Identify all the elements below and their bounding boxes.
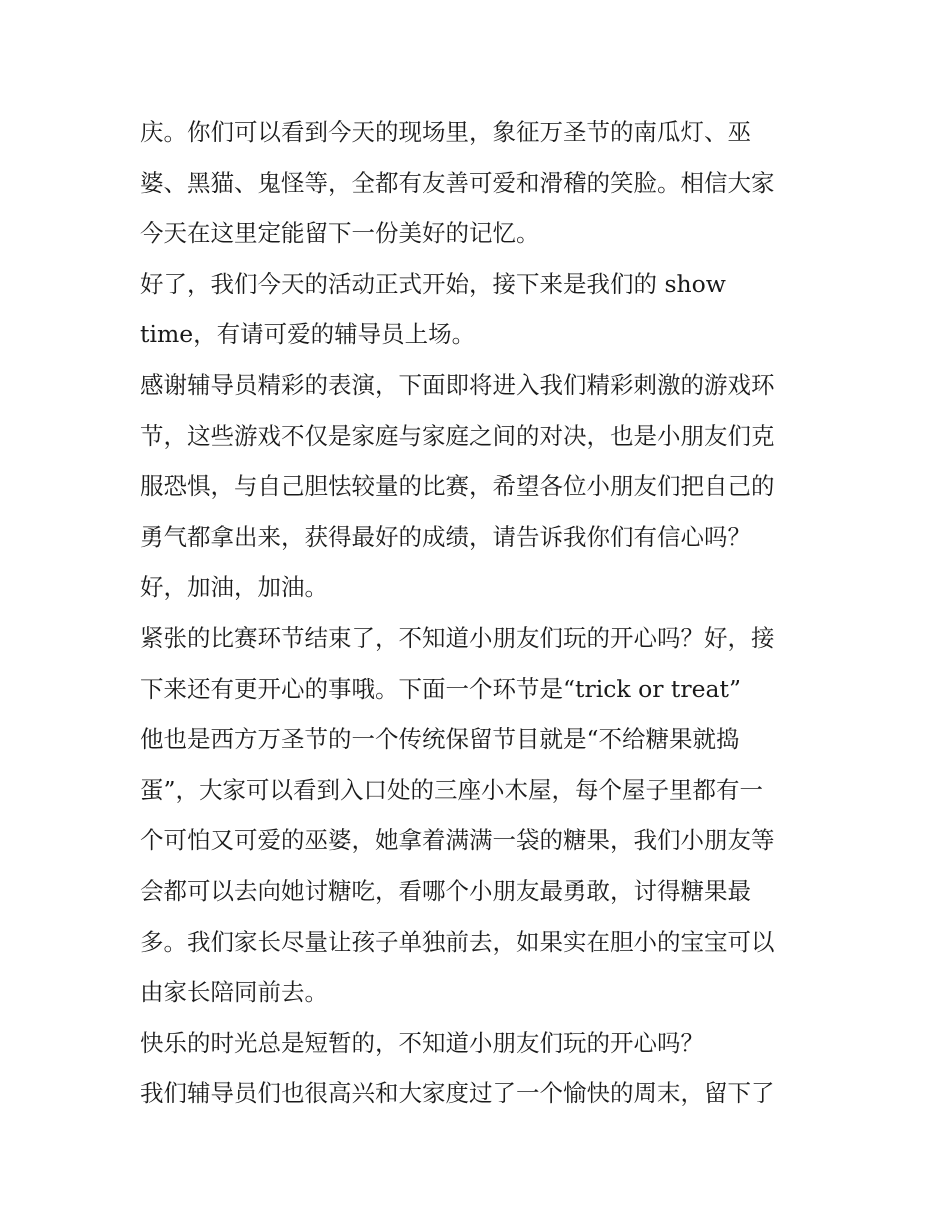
text-line: 会都可以去向她讨糖吃，看哪个小朋友最勇敢，讨得糖果最	[140, 876, 751, 905]
document-body	[140, 107, 820, 1119]
text-line: 婆、黑猫、鬼怪等，全都有友善可爱和滑稽的笑脸。相信大家	[140, 168, 775, 197]
text-line: time，有请可爱的辅导员上场。	[140, 320, 476, 349]
text-line: 由家长陪同前去。	[140, 978, 328, 1007]
text-line: 我们辅导员们也很高兴和大家度过了一个愉快的周末，留下了	[140, 1079, 775, 1108]
text-line: 个可怕又可爱的巫婆，她拿着满满一袋的糖果，我们小朋友等	[140, 826, 775, 855]
text-line: 好了，我们今天的活动正式开始，接下来是我们的 show	[140, 269, 726, 298]
text-line: 多。我们家长尽量让孩子单独前去，如果实在胆小的宝宝可以	[140, 927, 775, 956]
text-line: 勇气都拿出来，获得最好的成绩，请告诉我你们有信心吗？	[140, 522, 751, 551]
text-line: 庆。你们可以看到今天的现场里，象征万圣节的南瓜灯、巫	[140, 118, 751, 146]
text-line: 今天在这里定能留下一份美好的记忆。	[140, 219, 540, 248]
text-line: 紧张的比赛环节结束了，不知道小朋友们玩的开心吗？好，接	[140, 623, 775, 652]
text-line: 下来还有更开心的事哦。下面一个环节是“trick or treat”	[140, 674, 741, 703]
text-line: 节，这些游戏不仅是家庭与家庭之间的对决，也是小朋友们克	[140, 421, 775, 450]
text-line: 服恐惧，与自己胆怯较量的比赛，希望各位小朋友们把自己的	[140, 472, 775, 501]
text-line: 感谢辅导员精彩的表演，下面即将进入我们精彩刺激的游戏环	[140, 370, 775, 399]
text-line: 快乐的时光总是短暂的，不知道小朋友们玩的开心吗？	[140, 1028, 704, 1057]
text-line: 他也是西方万圣节的一个传统保留节目就是“不给糖果就捣	[140, 725, 740, 754]
text-line: 好，加油，加油。	[140, 573, 328, 602]
text-line: 蛋”，大家可以看到入口处的三座小木屋，每个屋子里都有一	[140, 775, 764, 804]
